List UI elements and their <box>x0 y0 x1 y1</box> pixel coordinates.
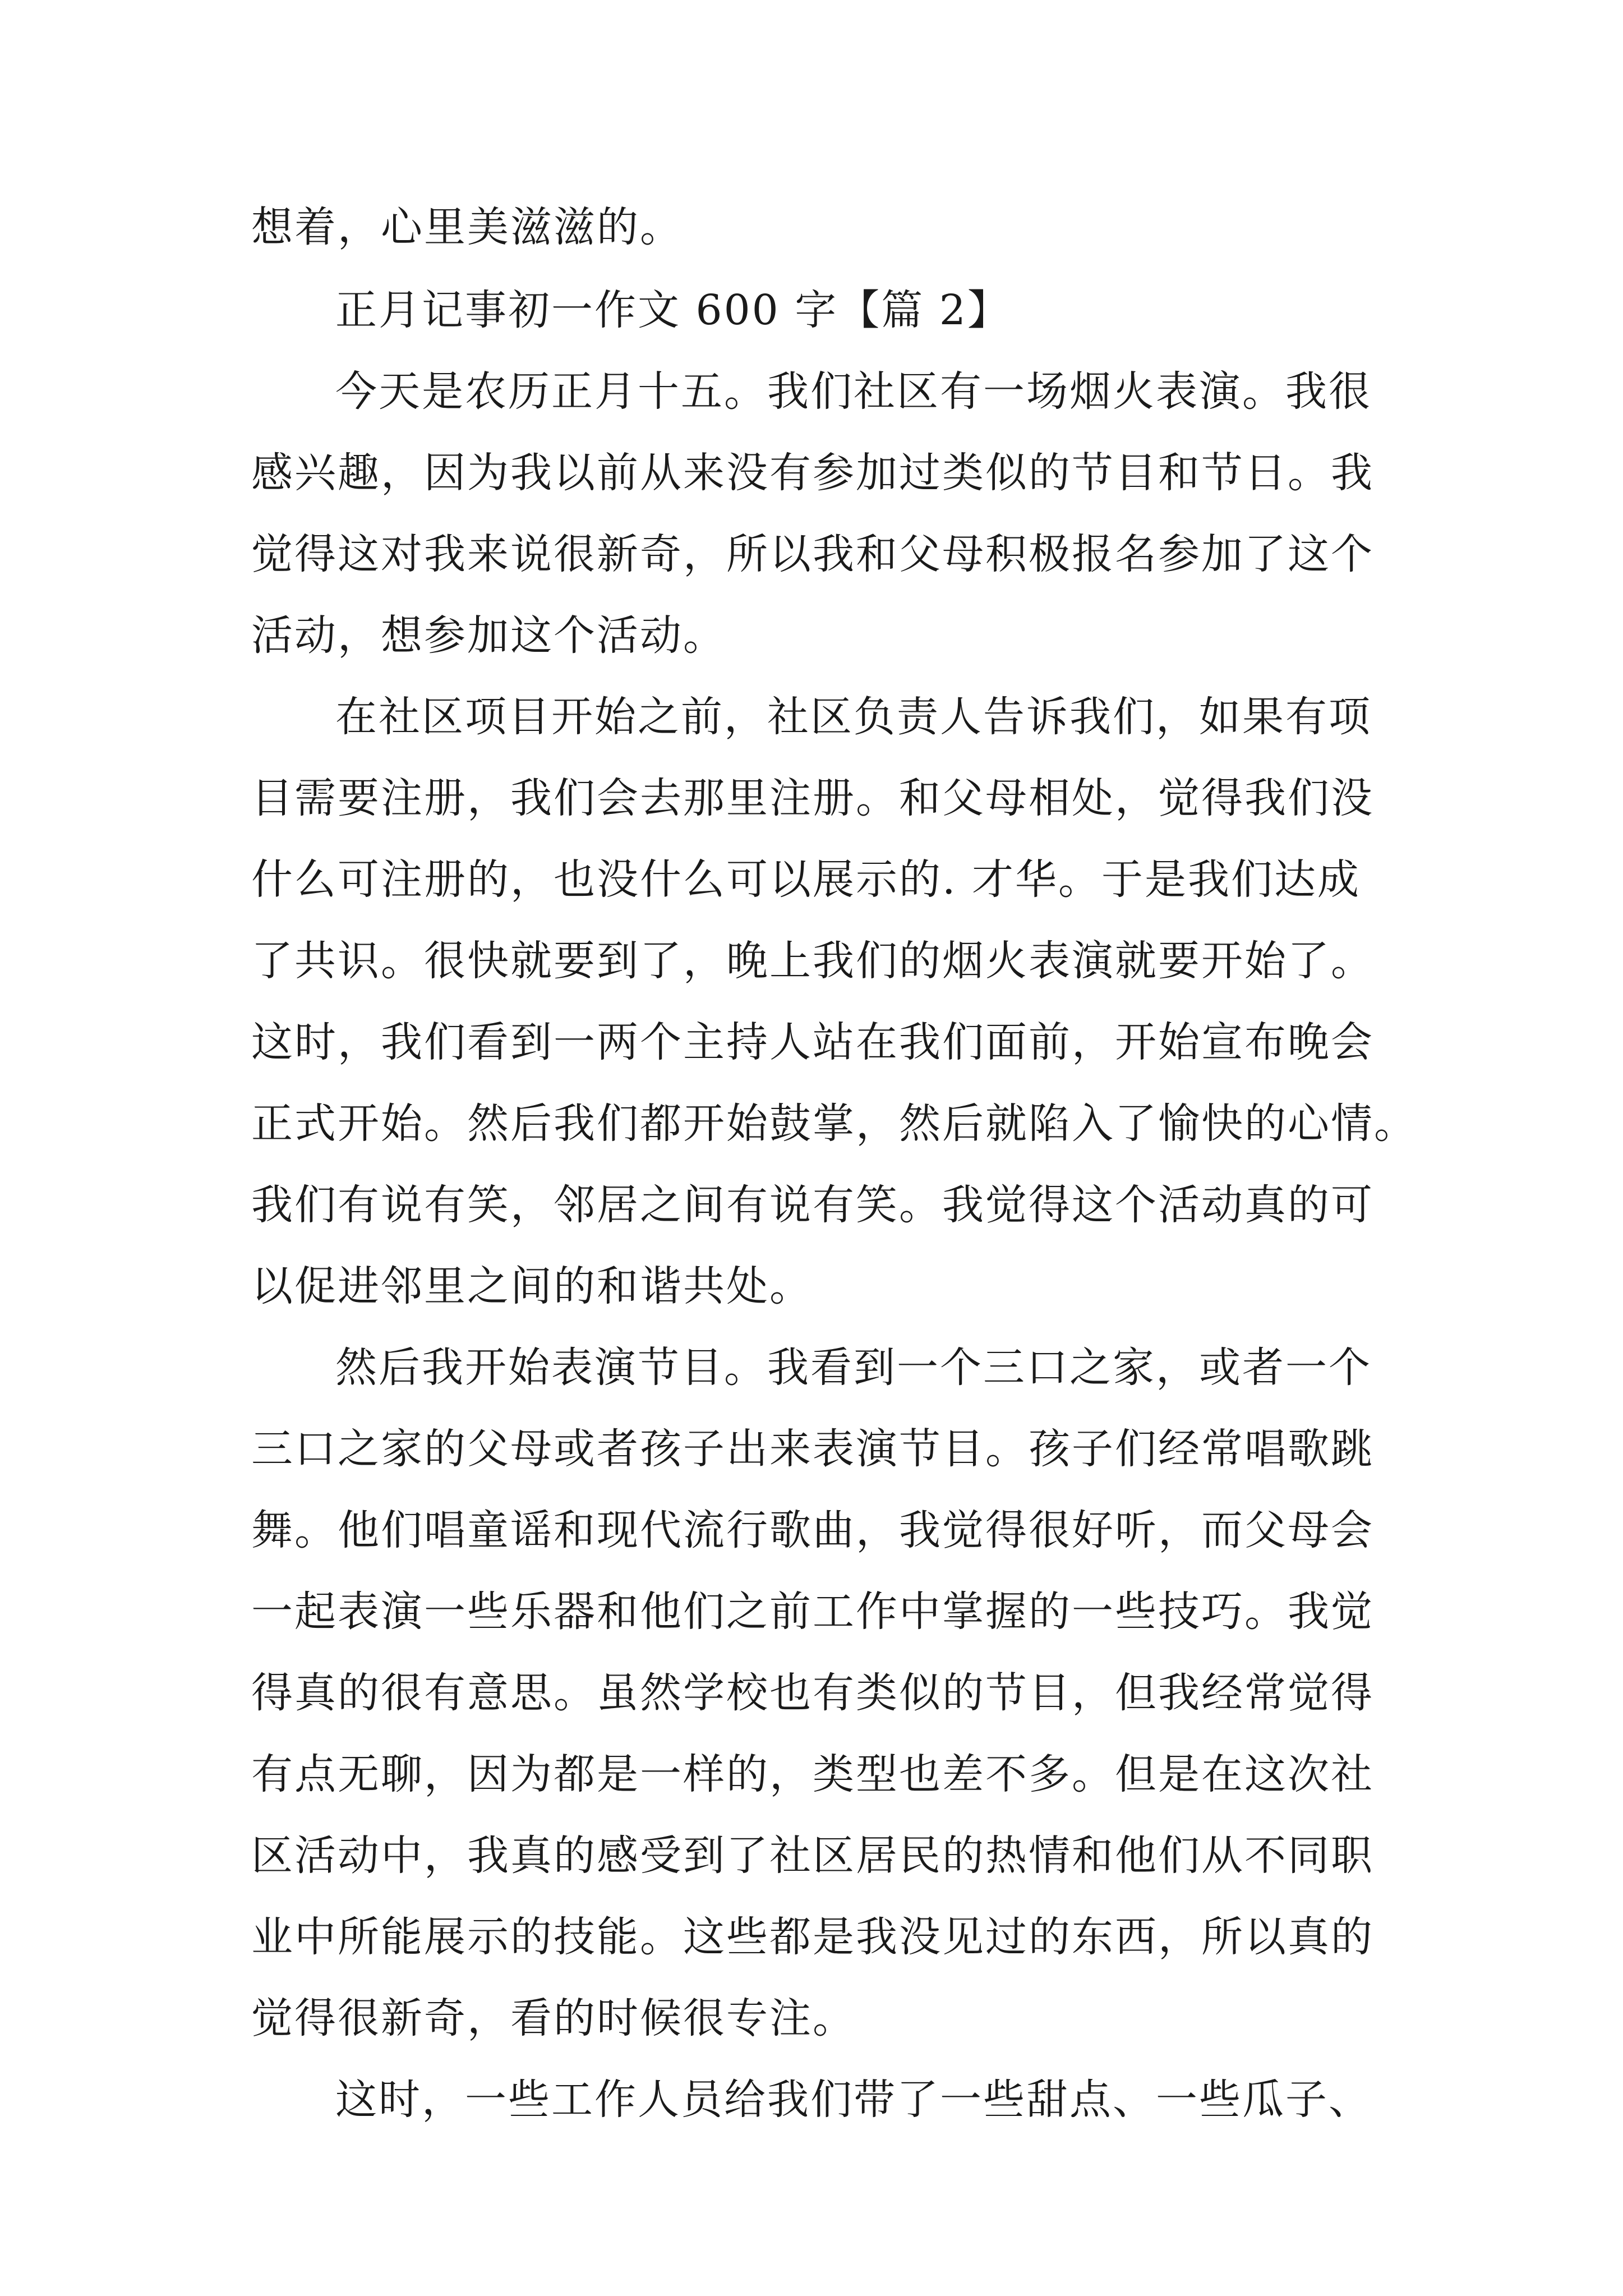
text-line: 舞。他们唱童谣和现代流行歌曲，我觉得很好听，而父母会 <box>251 1506 1374 1554</box>
text-line: 觉得很新奇，看的时候很专注。 <box>251 1994 856 2042</box>
text-line: 正式开始。然后我们都开始鼓掌，然后就陷入了愉快的心情。 <box>251 1099 1417 1148</box>
text-line: 想着，心里美滋滋的。 <box>251 203 683 251</box>
text-line: 在社区项目开始之前，社区负责人告诉我们，如果有项 <box>335 693 1372 741</box>
text-line: 得真的很有意思。虽然学校也有类似的节目，但我经常觉得 <box>251 1669 1374 1717</box>
text-line: 今天是农历正月十五。我们社区有一场烟火表演。我很 <box>335 367 1372 416</box>
text-line: 有点无聊，因为都是一样的，类型也差不多。但是在这次社 <box>251 1750 1374 1798</box>
text-line: 一起表演一些乐器和他们之前工作中掌握的一些技巧。我觉 <box>251 1588 1374 1636</box>
text-line: 三口之家的父母或者孩子出来表演节目。孩子们经常唱歌跳 <box>251 1425 1374 1473</box>
text-line: 这时，我们看到一两个主持人站在我们面前，开始宣布晚会 <box>251 1018 1374 1066</box>
text-line: 以促进邻里之间的和谐共处。 <box>251 1262 813 1310</box>
text-line: 业中所能展示的技能。这些都是我没见过的东西，所以真的 <box>251 1913 1374 1961</box>
text-line: 然后我开始表演节目。我看到一个三口之家，或者一个 <box>335 1343 1372 1392</box>
text-line: 活动，想参加这个活动。 <box>251 611 726 660</box>
text-line: 区活动中，我真的感受到了社区居民的热情和他们从不同职 <box>251 1832 1374 1880</box>
section-heading: 正月记事初一作文 600 字【篇 2】 <box>335 286 1011 334</box>
text-line: 什么可注册的，也没什么可以展示的. 才华。于是我们达成 <box>251 855 1361 904</box>
text-line: 感兴趣，因为我以前从来没有参加过类似的节目和节日。我 <box>251 449 1374 497</box>
text-line: 目需要注册，我们会去那里注册。和父母相处，觉得我们没 <box>251 774 1374 822</box>
text-line: 我们有说有笑，邻居之间有说有笑。我觉得这个活动真的可 <box>251 1181 1374 1229</box>
text-line: 觉得这对我来说很新奇，所以我和父母积极报名参加了这个 <box>251 530 1374 578</box>
text-line: 这时，一些工作人员给我们带了一些甜点、一些瓜子、 <box>335 2076 1372 2124</box>
text-line: 了共识。很快就要到了，晚上我们的烟火表演就要开始了。 <box>251 937 1374 985</box>
